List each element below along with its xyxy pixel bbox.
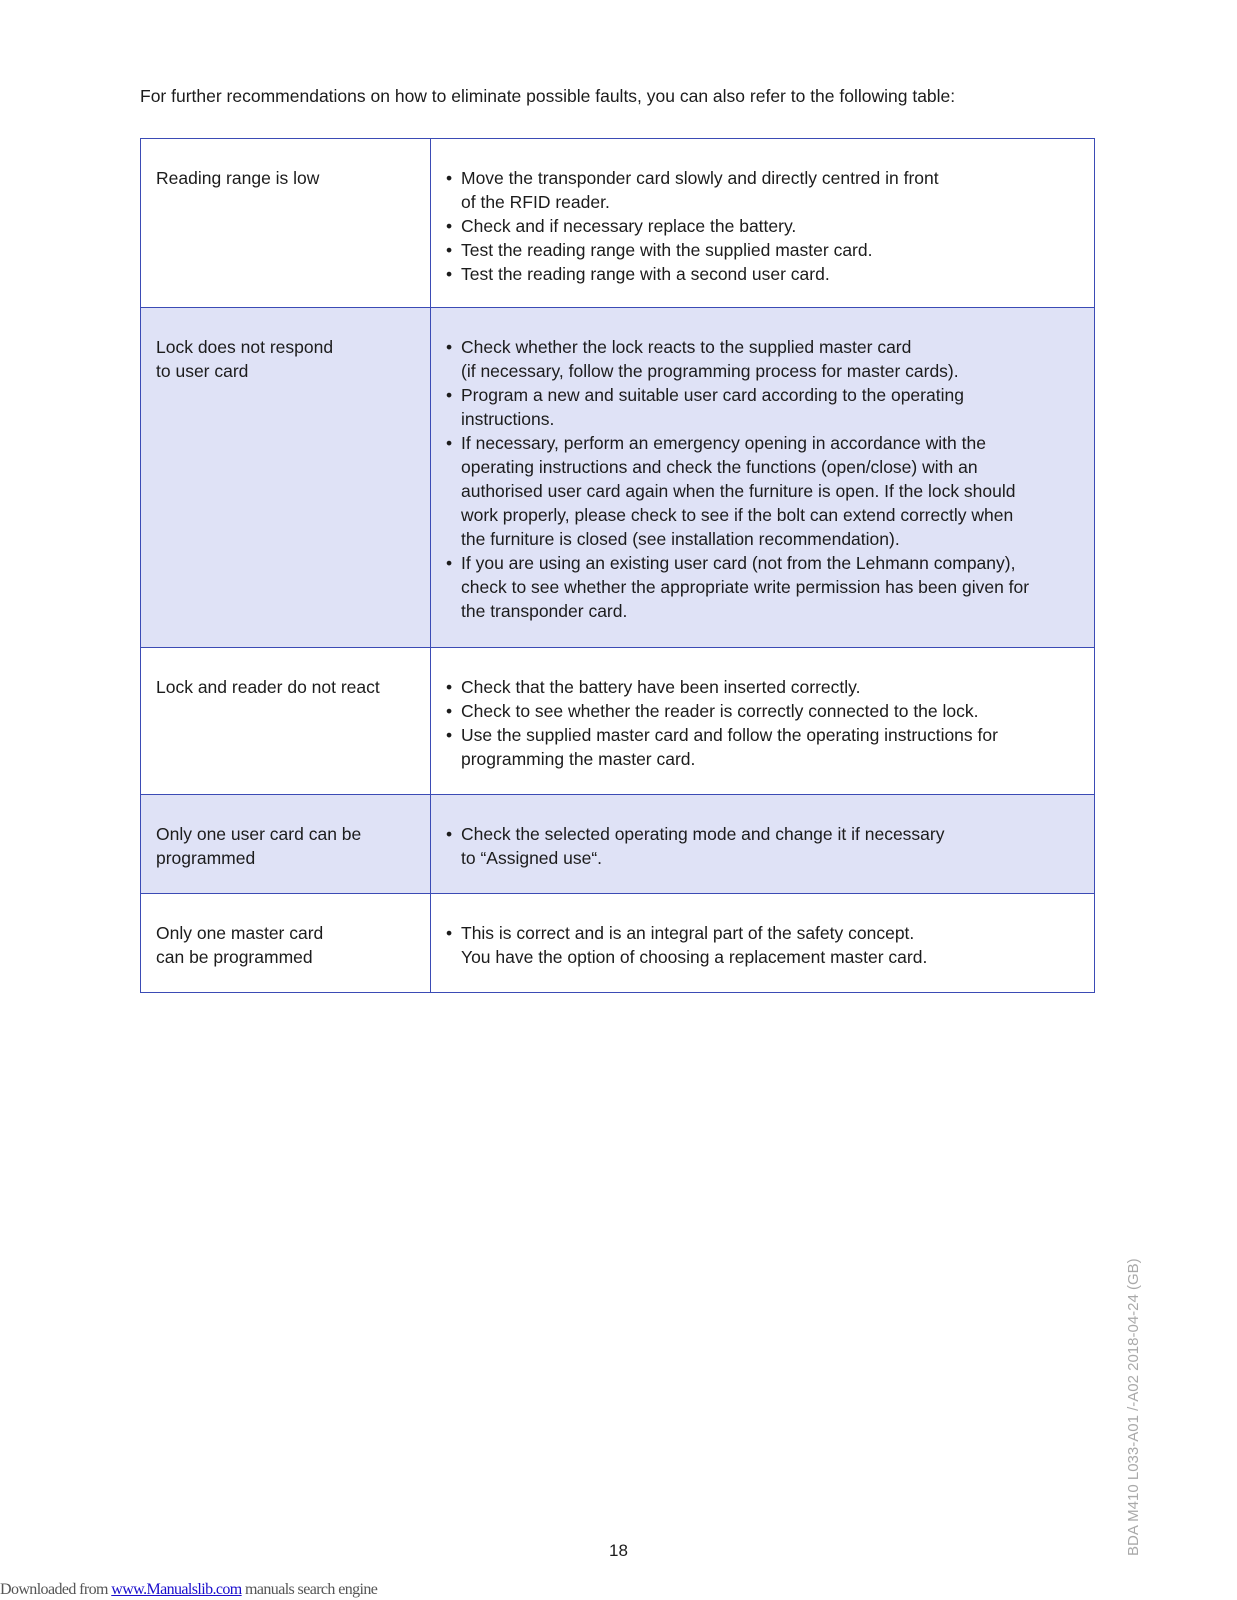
manualslib-link[interactable]: www.Manualslib.com <box>111 1581 242 1598</box>
remedy-item: • Test the reading range with the supplied master card. <box>446 240 873 260</box>
bullet-icon: • <box>446 433 453 453</box>
fault-cell: Lock and reader do not react <box>141 648 431 795</box>
remedy-list <box>446 921 1080 969</box>
bullet-icon: • <box>446 264 453 284</box>
remedy-list <box>446 675 1080 771</box>
bullet-icon: • <box>446 677 453 697</box>
fault-cell: Reading range is low <box>141 139 431 308</box>
remedy-cell <box>431 795 1095 894</box>
bullet-icon: • <box>446 385 453 405</box>
remedy-cell <box>431 894 1095 993</box>
footer-prefix: Downloaded from <box>0 1581 112 1598</box>
bullet-icon: • <box>446 701 453 721</box>
remedy-item: • Check that the battery have been inserted correctly. <box>446 677 861 697</box>
remedy-item: • Check whether the lock reacts to the supplied master card (if necessary, follow the programming process for master cards). <box>446 337 959 381</box>
bullet-icon: • <box>446 923 453 943</box>
table-row <box>141 648 1095 795</box>
remedy-item: • Check the selected operating mode and change it if necessary to “Assigned use“. <box>446 824 945 868</box>
bullet-icon: • <box>446 168 453 188</box>
fault-cell: Only one user card can be programmed <box>141 795 431 894</box>
bullet-icon: • <box>446 824 453 844</box>
remedy-list <box>446 822 1080 870</box>
table-row <box>141 308 1095 648</box>
table-row <box>141 139 1095 308</box>
bullet-icon: • <box>446 553 453 573</box>
remedy-item: • Program a new and suitable user card according to the operating instructions. <box>446 385 964 429</box>
remedy-list <box>446 335 1080 623</box>
remedy-item: • If you are using an existing user card (not from the Lehmann company), check to see whether the appropriate write permission has been given for the transponder card. <box>446 553 1030 621</box>
remedy-item: • Check to see whether the reader is correctly connected to the lock. <box>446 701 979 721</box>
page-number: 18 <box>609 1541 628 1560</box>
bullet-icon: • <box>446 216 453 236</box>
document-code: BDA M410 L033-A01 /-A02 2018-04-24 (GB) <box>1125 1258 1142 1556</box>
remedy-list <box>446 166 1080 286</box>
table-row <box>141 795 1095 894</box>
remedy-item: • Use the supplied master card and follow the operating instructions for programming the master card. <box>446 725 998 769</box>
download-footer <box>0 1580 377 1600</box>
remedy-cell <box>431 139 1095 308</box>
remedy-item: • Test the reading range with a second user card. <box>446 264 830 284</box>
intro-paragraph: For further recommendations on how to eliminate possible faults, you can also refer to the following table: <box>140 86 956 106</box>
remedy-item: • Move the transponder card slowly and directly centred in front of the RFID reader. <box>446 168 939 212</box>
bullet-icon: • <box>446 337 453 357</box>
fault-cell: Only one master card can be programmed <box>141 894 431 993</box>
remedy-item: • This is correct and is an integral part of the safety concept. You have the option of choosing a replacement master card. <box>446 923 928 967</box>
remedy-item: • If necessary, perform an emergency opening in accordance with the operating instructions and check the functions (open/close) with an authorised user card again when the furniture is open. If the lock should work properly, please check to see if the bolt can extend correctly when the furniture is closed (see installation recommendation). <box>446 433 1016 549</box>
troubleshooting-table <box>140 138 1095 993</box>
table-row <box>141 894 1095 993</box>
fault-cell: Lock does not respond to user card <box>141 308 431 648</box>
remedy-cell <box>431 648 1095 795</box>
footer-suffix: manuals search engine <box>241 1581 378 1598</box>
remedy-item: • Check and if necessary replace the battery. <box>446 216 797 236</box>
remedy-cell <box>431 308 1095 648</box>
bullet-icon: • <box>446 240 453 260</box>
bullet-icon: • <box>446 725 453 745</box>
